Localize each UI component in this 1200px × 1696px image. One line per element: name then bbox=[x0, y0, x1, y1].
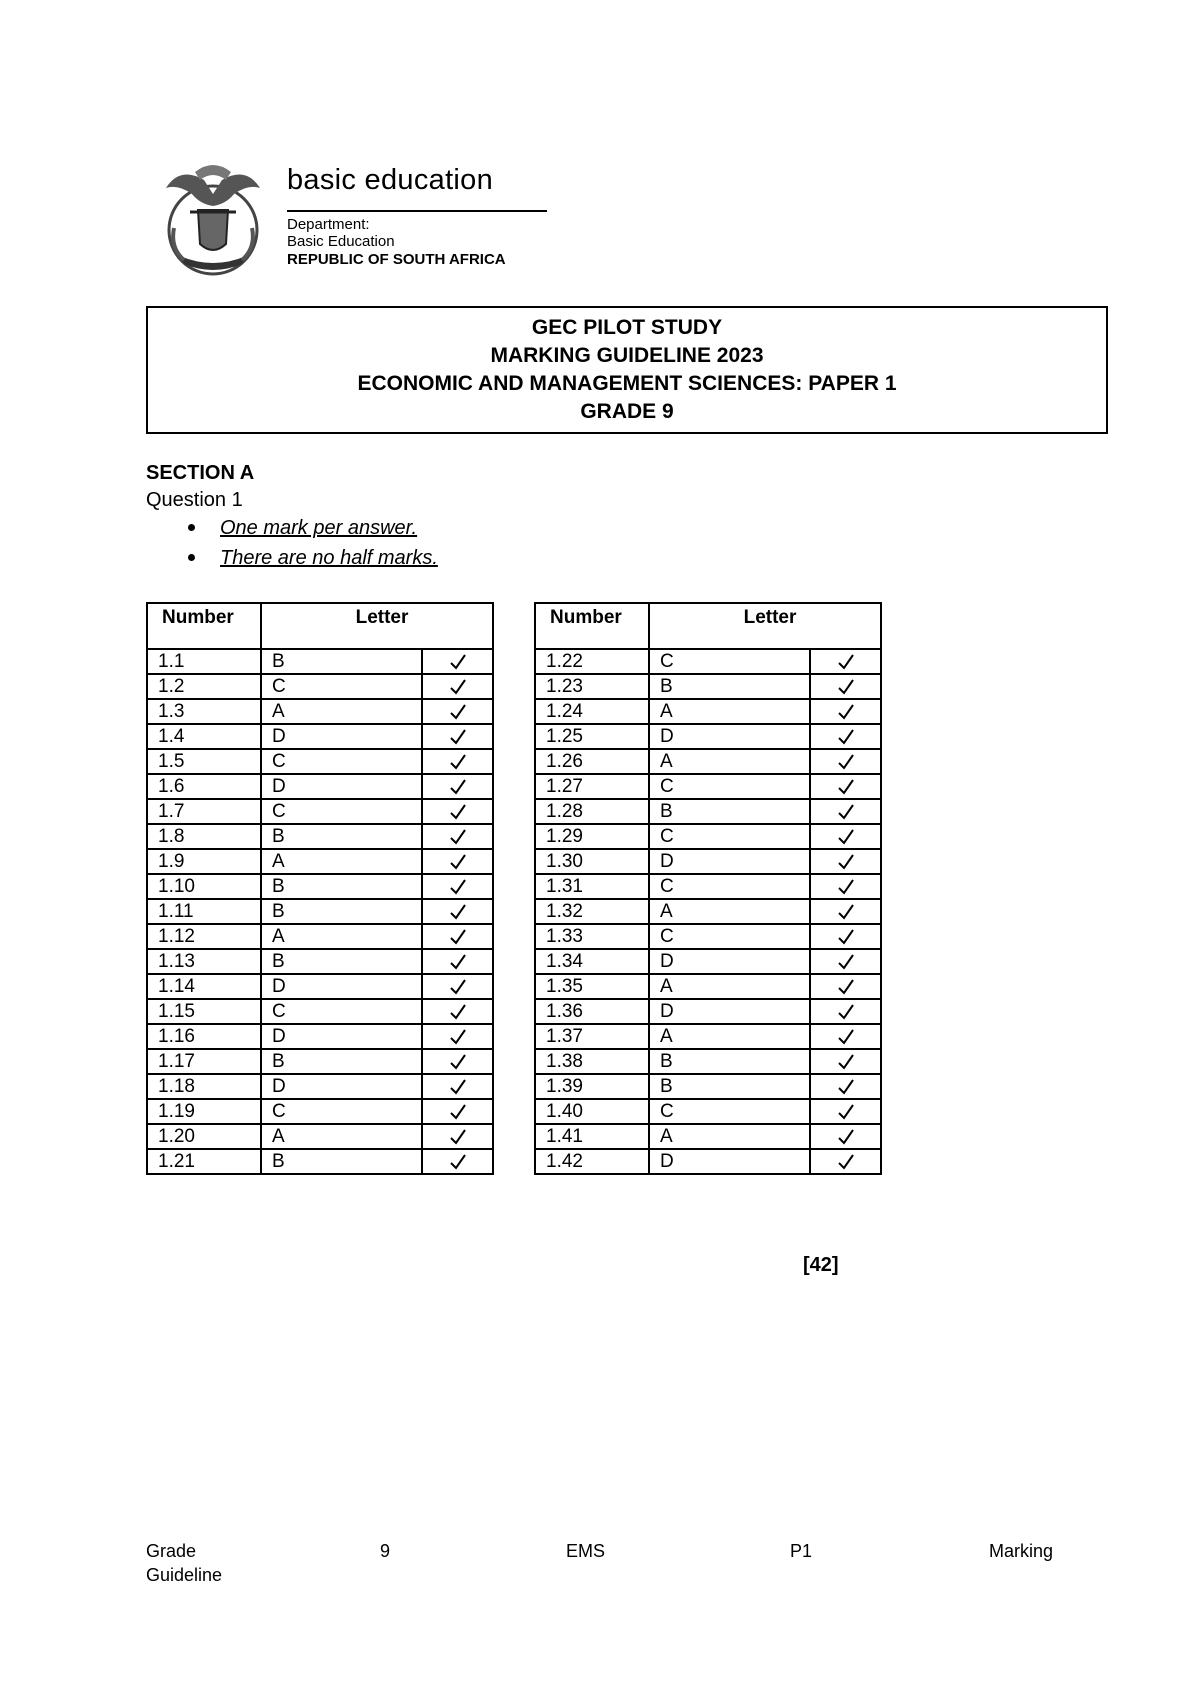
mark-cell bbox=[810, 924, 881, 949]
check-mark-icon bbox=[837, 728, 855, 746]
answer-letter: A bbox=[649, 1124, 810, 1149]
question-number: 1.5 bbox=[147, 749, 261, 774]
table-row bbox=[147, 799, 493, 824]
footer-guideline: Guideline bbox=[146, 1565, 223, 1585]
mark-cell bbox=[422, 749, 493, 774]
check-mark-icon bbox=[837, 1053, 855, 1071]
answer-letter: D bbox=[649, 949, 810, 974]
table-row bbox=[535, 949, 881, 974]
question-number: 1.24 bbox=[535, 699, 649, 724]
question-number: 1.9 bbox=[147, 849, 261, 874]
check-mark-icon bbox=[837, 1078, 855, 1096]
answer-letter: C bbox=[261, 1099, 422, 1124]
table-row bbox=[147, 949, 493, 974]
coat-of-arms-icon bbox=[160, 158, 266, 278]
mark-cell bbox=[810, 1099, 881, 1124]
check-mark-icon bbox=[449, 1078, 467, 1096]
check-mark-icon bbox=[449, 1028, 467, 1046]
table-row bbox=[535, 724, 881, 749]
answer-letter: C bbox=[261, 749, 422, 774]
bullet-icon bbox=[188, 554, 195, 561]
table-row bbox=[535, 1049, 881, 1074]
answer-letter: D bbox=[649, 999, 810, 1024]
question-number: 1.20 bbox=[147, 1124, 261, 1149]
mark-cell bbox=[810, 699, 881, 724]
mark-cell bbox=[810, 974, 881, 999]
answer-letter: A bbox=[261, 699, 422, 724]
title-line-2: MARKING GUIDELINE 2023 bbox=[490, 344, 764, 367]
question-number: 1.22 bbox=[535, 649, 649, 674]
check-mark-icon bbox=[837, 928, 855, 946]
mark-cell bbox=[810, 799, 881, 824]
question-number: 1.12 bbox=[147, 924, 261, 949]
table-row bbox=[535, 924, 881, 949]
check-mark-icon bbox=[449, 1128, 467, 1146]
mark-cell bbox=[422, 924, 493, 949]
department-name: Basic Education bbox=[287, 233, 395, 250]
table-row bbox=[147, 899, 493, 924]
table-row bbox=[535, 1074, 881, 1099]
mark-cell bbox=[810, 824, 881, 849]
answer-table-right bbox=[534, 602, 882, 1175]
check-mark-icon bbox=[449, 703, 467, 721]
mark-cell bbox=[422, 874, 493, 899]
question-number: 1.31 bbox=[535, 874, 649, 899]
table-row bbox=[147, 824, 493, 849]
check-mark-icon bbox=[837, 1153, 855, 1171]
answer-letter: D bbox=[649, 849, 810, 874]
question-number: 1.38 bbox=[535, 1049, 649, 1074]
mark-cell bbox=[810, 1049, 881, 1074]
title-line-3: ECONOMIC AND MANAGEMENT SCIENCES: PAPER 1 bbox=[357, 372, 897, 395]
table-row bbox=[535, 974, 881, 999]
mark-cell bbox=[422, 799, 493, 824]
question-number: 1.26 bbox=[535, 749, 649, 774]
mark-cell bbox=[422, 774, 493, 799]
table-row bbox=[535, 1149, 881, 1174]
question-number: 1.13 bbox=[147, 949, 261, 974]
header-letter: Letter bbox=[261, 603, 493, 649]
answer-letter: C bbox=[649, 1099, 810, 1124]
footer-paper: P1 bbox=[790, 1541, 813, 1561]
table-row bbox=[147, 924, 493, 949]
check-mark-icon bbox=[449, 903, 467, 921]
answer-letter: C bbox=[649, 649, 810, 674]
table-row bbox=[147, 649, 493, 674]
check-mark-icon bbox=[837, 653, 855, 671]
table-row bbox=[535, 874, 881, 899]
mark-cell bbox=[422, 949, 493, 974]
mark-cell bbox=[422, 999, 493, 1024]
question-number: 1.6 bbox=[147, 774, 261, 799]
mark-cell bbox=[810, 999, 881, 1024]
question-number: 1.21 bbox=[147, 1149, 261, 1174]
answer-letter: B bbox=[649, 1049, 810, 1074]
check-mark-icon bbox=[837, 978, 855, 996]
question-number: 1.30 bbox=[535, 849, 649, 874]
answer-letter: A bbox=[649, 899, 810, 924]
question-number: 1.32 bbox=[535, 899, 649, 924]
answer-letter: B bbox=[261, 1149, 422, 1174]
table-row bbox=[147, 1049, 493, 1074]
country-name: REPUBLIC OF SOUTH AFRICA bbox=[287, 251, 506, 268]
table-row bbox=[147, 974, 493, 999]
question-number: 1.4 bbox=[147, 724, 261, 749]
question-number: 1.27 bbox=[535, 774, 649, 799]
mark-cell bbox=[810, 1074, 881, 1099]
footer-grade-number: 9 bbox=[380, 1541, 391, 1561]
question-number: 1.16 bbox=[147, 1024, 261, 1049]
check-mark-icon bbox=[449, 1003, 467, 1021]
question-number: 1.7 bbox=[147, 799, 261, 824]
mark-cell bbox=[422, 1124, 493, 1149]
question-number: 1.36 bbox=[535, 999, 649, 1024]
instruction-item: One mark per answer. bbox=[184, 516, 438, 546]
question-number: 1.18 bbox=[147, 1074, 261, 1099]
check-mark-icon bbox=[449, 678, 467, 696]
check-mark-icon bbox=[449, 1103, 467, 1121]
check-mark-icon bbox=[837, 878, 855, 896]
mark-cell bbox=[810, 774, 881, 799]
table-row bbox=[147, 1149, 493, 1174]
answer-letter: D bbox=[261, 974, 422, 999]
mark-cell bbox=[422, 724, 493, 749]
table-row bbox=[535, 999, 881, 1024]
mark-cell bbox=[422, 849, 493, 874]
table-row bbox=[147, 1024, 493, 1049]
title-box bbox=[146, 306, 1108, 434]
table-row bbox=[147, 849, 493, 874]
title-line-1: GEC PILOT STUDY bbox=[531, 316, 723, 339]
mark-cell bbox=[422, 1074, 493, 1099]
table-row bbox=[147, 874, 493, 899]
table-row bbox=[535, 774, 881, 799]
table-row bbox=[147, 699, 493, 724]
question-number: 1.14 bbox=[147, 974, 261, 999]
mark-cell bbox=[810, 649, 881, 674]
table-row bbox=[535, 699, 881, 724]
brand-divider bbox=[287, 210, 547, 212]
answer-letter: C bbox=[649, 824, 810, 849]
answer-letter: C bbox=[261, 799, 422, 824]
mark-cell bbox=[810, 949, 881, 974]
table-row bbox=[535, 899, 881, 924]
question-number: 1.33 bbox=[535, 924, 649, 949]
department-logo bbox=[160, 158, 560, 278]
header-letter: Letter bbox=[649, 603, 881, 649]
check-mark-icon bbox=[837, 803, 855, 821]
answer-letter: A bbox=[261, 849, 422, 874]
check-mark-icon bbox=[449, 753, 467, 771]
question-number: 1.40 bbox=[535, 1099, 649, 1124]
check-mark-icon bbox=[449, 853, 467, 871]
answer-letter: B bbox=[649, 1074, 810, 1099]
instruction-list bbox=[184, 516, 438, 576]
table-row bbox=[535, 649, 881, 674]
check-mark-icon bbox=[449, 878, 467, 896]
answer-letter: A bbox=[649, 974, 810, 999]
answer-table-left bbox=[146, 602, 494, 1175]
mark-cell bbox=[422, 1049, 493, 1074]
table-row bbox=[147, 1074, 493, 1099]
table-row bbox=[147, 1124, 493, 1149]
department-label: Department: bbox=[287, 216, 370, 233]
mark-cell bbox=[810, 899, 881, 924]
answer-letter: D bbox=[649, 1149, 810, 1174]
table-row bbox=[535, 849, 881, 874]
mark-cell bbox=[422, 1149, 493, 1174]
answer-letter: C bbox=[261, 674, 422, 699]
check-mark-icon bbox=[837, 1028, 855, 1046]
mark-cell bbox=[422, 674, 493, 699]
check-mark-icon bbox=[449, 728, 467, 746]
answer-letter: C bbox=[261, 999, 422, 1024]
check-mark-icon bbox=[449, 978, 467, 996]
mark-cell bbox=[810, 849, 881, 874]
table-row bbox=[535, 1024, 881, 1049]
question-number: 1.10 bbox=[147, 874, 261, 899]
mark-cell bbox=[810, 1024, 881, 1049]
question-number: 1.11 bbox=[147, 899, 261, 924]
table-row bbox=[535, 749, 881, 774]
question-number: 1.41 bbox=[535, 1124, 649, 1149]
check-mark-icon bbox=[837, 1003, 855, 1021]
answer-letter: D bbox=[261, 1024, 422, 1049]
footer-subject: EMS bbox=[566, 1541, 606, 1561]
question-heading: Question 1 bbox=[146, 489, 243, 511]
question-number: 1.39 bbox=[535, 1074, 649, 1099]
answer-letter: B bbox=[261, 1049, 422, 1074]
mark-cell bbox=[422, 1099, 493, 1124]
question-number: 1.8 bbox=[147, 824, 261, 849]
mark-cell bbox=[422, 649, 493, 674]
check-mark-icon bbox=[449, 828, 467, 846]
mark-cell bbox=[810, 674, 881, 699]
question-number: 1.25 bbox=[535, 724, 649, 749]
answer-letter: B bbox=[261, 824, 422, 849]
brand-name: basic education bbox=[287, 164, 494, 196]
table-row bbox=[147, 724, 493, 749]
answer-letter: D bbox=[649, 724, 810, 749]
answer-letter: A bbox=[649, 749, 810, 774]
mark-cell bbox=[810, 724, 881, 749]
answer-letter: B bbox=[261, 899, 422, 924]
question-number: 1.2 bbox=[147, 674, 261, 699]
table-row bbox=[535, 799, 881, 824]
question-number: 1.42 bbox=[535, 1149, 649, 1174]
table-row bbox=[147, 774, 493, 799]
check-mark-icon bbox=[449, 1153, 467, 1171]
check-mark-icon bbox=[837, 853, 855, 871]
check-mark-icon bbox=[837, 703, 855, 721]
check-mark-icon bbox=[449, 778, 467, 796]
title-line-4: GRADE 9 bbox=[580, 400, 674, 423]
answer-letter: C bbox=[649, 774, 810, 799]
header-number: Number bbox=[535, 603, 649, 649]
answer-letter: B bbox=[261, 649, 422, 674]
check-mark-icon bbox=[837, 828, 855, 846]
check-mark-icon bbox=[837, 903, 855, 921]
check-mark-icon bbox=[837, 778, 855, 796]
check-mark-icon bbox=[449, 653, 467, 671]
table-row bbox=[535, 674, 881, 699]
answer-letter: B bbox=[261, 874, 422, 899]
check-mark-icon bbox=[837, 953, 855, 971]
question-number: 1.37 bbox=[535, 1024, 649, 1049]
answer-letter: D bbox=[261, 774, 422, 799]
table-row bbox=[535, 824, 881, 849]
check-mark-icon bbox=[449, 953, 467, 971]
header-number: Number bbox=[147, 603, 261, 649]
answer-letter: C bbox=[649, 874, 810, 899]
table-row bbox=[147, 674, 493, 699]
check-mark-icon bbox=[449, 1053, 467, 1071]
bullet-icon bbox=[188, 524, 195, 531]
question-number: 1.23 bbox=[535, 674, 649, 699]
answer-letter: D bbox=[261, 1074, 422, 1099]
mark-cell bbox=[422, 1024, 493, 1049]
question-number: 1.17 bbox=[147, 1049, 261, 1074]
answer-letter: B bbox=[649, 799, 810, 824]
table-row bbox=[147, 999, 493, 1024]
table-row bbox=[535, 1099, 881, 1124]
table-row bbox=[147, 749, 493, 774]
total-marks: [42] bbox=[803, 1254, 839, 1276]
question-number: 1.19 bbox=[147, 1099, 261, 1124]
mark-cell bbox=[422, 699, 493, 724]
question-number: 1.28 bbox=[535, 799, 649, 824]
table-row bbox=[147, 1099, 493, 1124]
check-mark-icon bbox=[837, 753, 855, 771]
question-number: 1.15 bbox=[147, 999, 261, 1024]
mark-cell bbox=[810, 749, 881, 774]
answer-letter: C bbox=[649, 924, 810, 949]
question-number: 1.1 bbox=[147, 649, 261, 674]
check-mark-icon bbox=[449, 928, 467, 946]
mark-cell bbox=[422, 824, 493, 849]
answer-letter: A bbox=[261, 924, 422, 949]
check-mark-icon bbox=[837, 1103, 855, 1121]
question-number: 1.3 bbox=[147, 699, 261, 724]
instruction-item: There are no half marks. bbox=[184, 546, 438, 576]
check-mark-icon bbox=[837, 1128, 855, 1146]
footer-grade: Grade bbox=[146, 1541, 197, 1561]
question-number: 1.35 bbox=[535, 974, 649, 999]
answer-letter: A bbox=[261, 1124, 422, 1149]
mark-cell bbox=[422, 974, 493, 999]
footer-marking: Marking bbox=[989, 1541, 1054, 1561]
mark-cell bbox=[422, 899, 493, 924]
table-row bbox=[535, 1124, 881, 1149]
check-mark-icon bbox=[837, 678, 855, 696]
question-number: 1.29 bbox=[535, 824, 649, 849]
answer-letter: B bbox=[649, 674, 810, 699]
check-mark-icon bbox=[449, 803, 467, 821]
mark-cell bbox=[810, 874, 881, 899]
answer-letter: A bbox=[649, 1024, 810, 1049]
answer-letter: B bbox=[261, 949, 422, 974]
section-heading: SECTION A bbox=[146, 462, 255, 484]
answer-letter: D bbox=[261, 724, 422, 749]
mark-cell bbox=[810, 1124, 881, 1149]
answer-letter: A bbox=[649, 699, 810, 724]
mark-cell bbox=[810, 1149, 881, 1174]
question-number: 1.34 bbox=[535, 949, 649, 974]
